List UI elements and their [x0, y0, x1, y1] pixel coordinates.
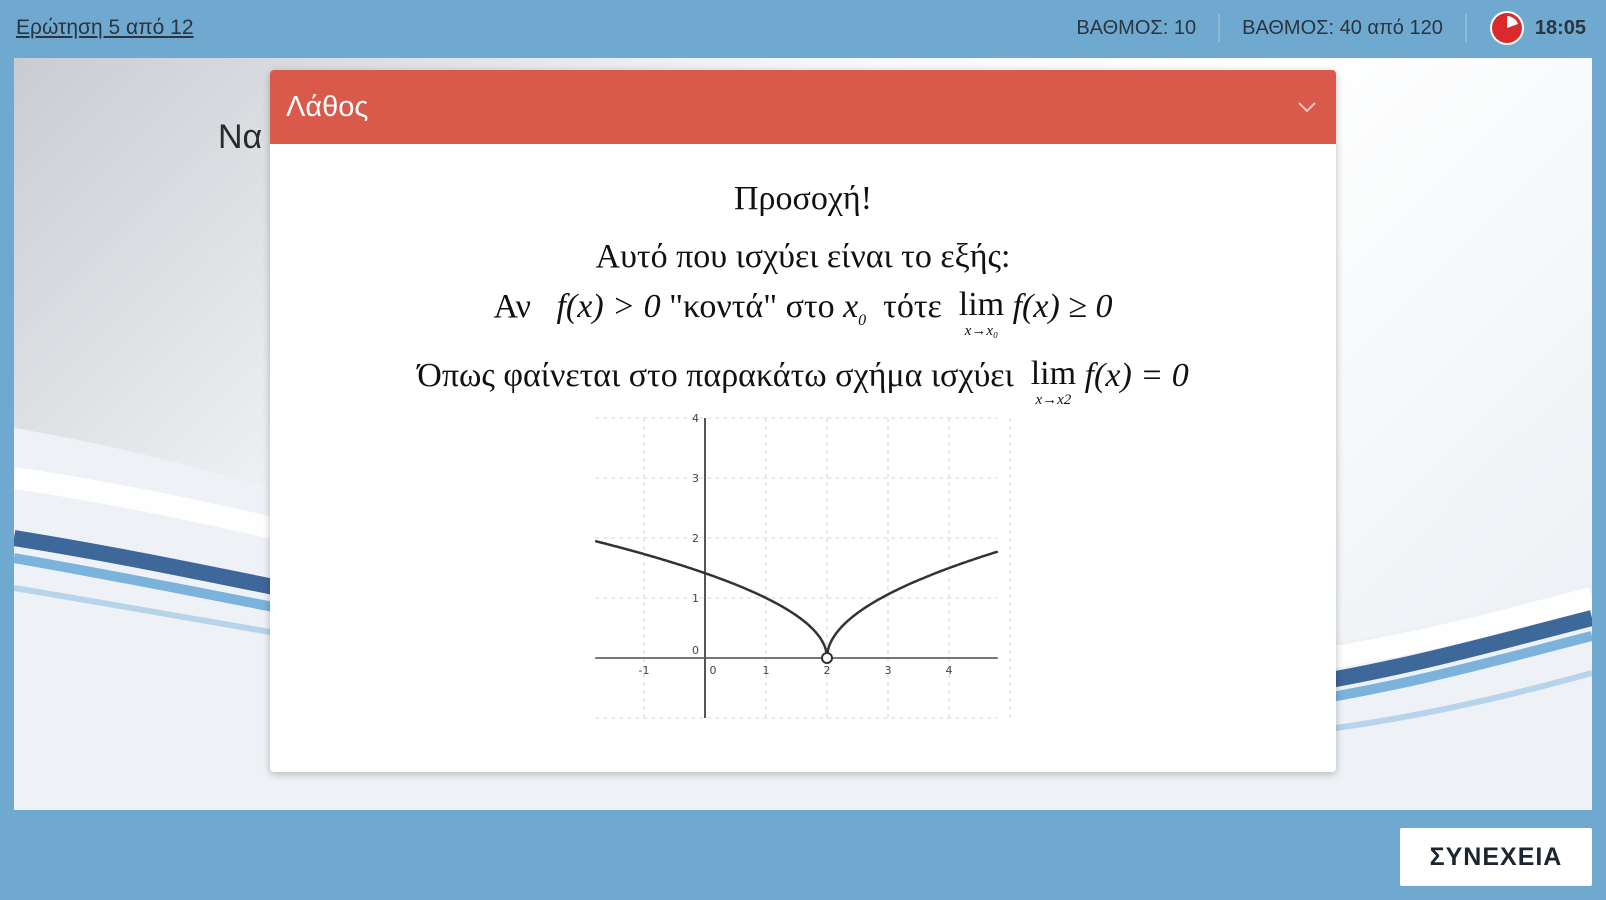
stats-bar: [1054, 12, 1586, 44]
y-tick-label: 4: [692, 412, 699, 425]
function-graph: [593, 412, 1013, 732]
chevron-down-icon[interactable]: [1296, 100, 1318, 114]
x-tick-label: 4: [945, 664, 953, 677]
limit-symbol: lim x→x2: [1030, 355, 1077, 408]
y-tick-label: 2: [692, 532, 699, 545]
top-bar: [0, 0, 1606, 56]
timer-value: 18:05: [1534, 16, 1586, 39]
x-tick-label: 0: [709, 664, 717, 677]
limit-expression: f(x) = 0: [1084, 357, 1189, 394]
near-phrase: "κοντά" στο: [669, 288, 835, 325]
feedback-header[interactable]: [270, 70, 1336, 144]
y-tick-label: 3: [692, 472, 699, 485]
feedback-title: Λάθος: [286, 90, 369, 123]
total-score-label: ΒΑΘΜΟΣ: 40 από 120: [1242, 16, 1443, 39]
function-curve: [595, 541, 998, 658]
x0-variable: $x_0$: [843, 288, 867, 329]
feedback-body: [270, 180, 1336, 732]
feedback-line-4: [270, 357, 1336, 408]
slide-title: Να: [218, 118, 263, 156]
feedback-dialog: [270, 70, 1336, 772]
then-word: τότε: [883, 288, 942, 325]
continue-button[interactable]: ΣΥΝΕΧΕΙΑ: [1400, 828, 1592, 886]
x-tick-label: -1: [638, 664, 650, 677]
y-tick-label: 1: [692, 592, 699, 605]
x-tick-label: 1: [762, 664, 770, 677]
as-shown-phrase: Όπως φαίνεται στο παρακάτω σχήμα ισχύει: [417, 357, 1014, 394]
y-tick-label: 0: [692, 644, 699, 657]
if-word: Αν: [493, 288, 531, 325]
hole-point: [822, 653, 832, 663]
x-tick-label: 3: [884, 664, 892, 677]
feedback-line-1: Προσοχή!: [733, 180, 873, 217]
limit-symbol: lim x→x₀: [958, 286, 1005, 339]
stopwatch-icon: [1489, 10, 1525, 46]
limit-expression: f(x) ≥ 0: [1012, 288, 1113, 325]
timer: [1467, 10, 1586, 46]
x-tick-label: 2: [823, 664, 831, 677]
question-counter: Ερώτηση 5 από 12: [16, 16, 194, 39]
feedback-line-3: [270, 288, 1336, 339]
condition-expression: f(x) > 0: [556, 288, 661, 325]
feedback-line-2: Αυτό που ισχύει είναι το εξής:: [595, 238, 1011, 275]
score-label: ΒΑΘΜΟΣ: 10: [1076, 16, 1197, 39]
